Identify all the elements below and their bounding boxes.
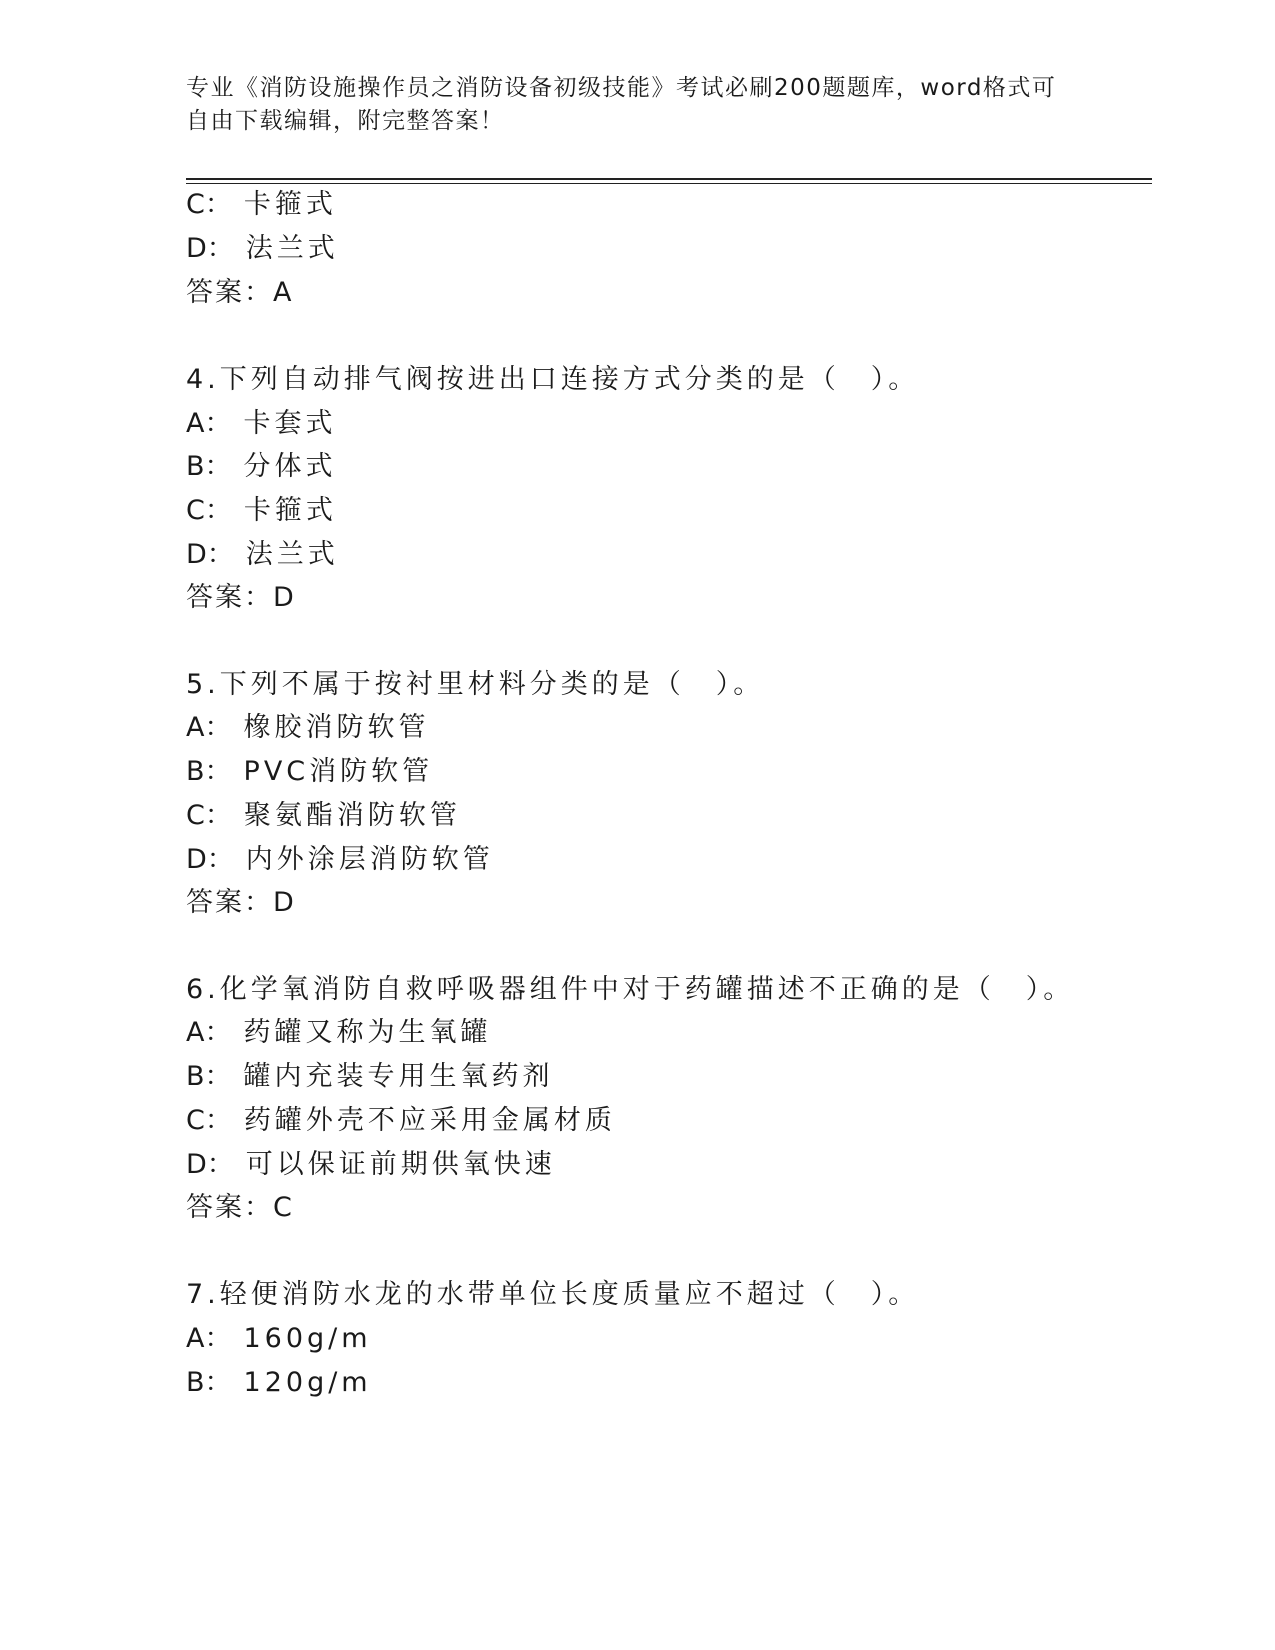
header-title-line-1: 专业《消防设施操作员之消防设备初级技能》考试必刷200题题库，word格式可 — [186, 75, 1057, 101]
option-label: D： — [186, 1149, 234, 1180]
option-label: C： — [186, 800, 232, 831]
option-label: B： — [186, 756, 232, 787]
option-text: PVC消防软管 — [243, 756, 434, 787]
answer-option — [186, 538, 339, 572]
question-text: 7.轻便消防水龙的水带单位长度质量应不超过（ ）。 — [186, 1279, 920, 1310]
option-text: 橡胶消防软管 — [243, 712, 430, 743]
header-divider-thick — [186, 178, 1152, 180]
question-text: 5.下列不属于按衬里材料分类的是（ ）。 — [186, 669, 765, 700]
question-text: 4.下列自动排气阀按进出口连接方式分类的是（ ）。 — [186, 364, 920, 395]
header-divider-thin — [186, 183, 1152, 184]
option-label: A： — [186, 1017, 232, 1048]
question-text: 6.化学氧消防自救呼吸器组件中对于药罐描述不正确的是（ ）。 — [186, 974, 1075, 1005]
option-text: 罐内充装专用生氧药剂 — [243, 1061, 554, 1092]
document-header — [186, 72, 1066, 138]
option-text: 分体式 — [243, 451, 337, 482]
answer-option — [186, 188, 337, 222]
answer-option — [186, 1060, 554, 1094]
option-label: B： — [186, 451, 232, 482]
answer-option — [186, 799, 461, 833]
header-title-line-2: 自由下载编辑，附完整答案！ — [186, 108, 505, 134]
answer-option — [186, 407, 336, 441]
answer-option — [186, 1148, 556, 1182]
option-label: D： — [186, 539, 234, 570]
option-text: 120g/m — [243, 1367, 372, 1398]
answer-key: 答案：D — [186, 582, 296, 613]
option-text: 卡箍式 — [243, 189, 337, 220]
answer-key: 答案：C — [186, 1192, 294, 1223]
option-label: D： — [186, 233, 234, 264]
option-label: D： — [186, 844, 234, 875]
option-text: 法兰式 — [245, 233, 339, 264]
option-text: 聚氨酯消防软管 — [243, 800, 461, 831]
answer-option — [186, 843, 494, 877]
answer-option — [186, 494, 337, 528]
option-label: A： — [186, 712, 232, 743]
answer-option — [186, 755, 433, 789]
option-label: C： — [186, 1105, 232, 1136]
option-text: 160g/m — [243, 1323, 372, 1354]
answer-key: 答案：A — [186, 277, 294, 308]
answer-option — [186, 711, 429, 745]
option-label: B： — [186, 1061, 232, 1092]
option-label: C： — [186, 189, 232, 220]
answer-key: 答案：D — [186, 887, 296, 918]
option-label: C： — [186, 495, 232, 526]
answer-option — [186, 232, 339, 266]
answer-option — [186, 1104, 616, 1138]
option-text: 药罐又称为生氧罐 — [243, 1017, 492, 1048]
option-label: A： — [186, 408, 232, 439]
answer-option — [186, 1322, 372, 1356]
answer-option — [186, 1016, 491, 1050]
answer-option — [186, 450, 337, 484]
option-text: 法兰式 — [245, 539, 339, 570]
option-label: B： — [186, 1367, 232, 1398]
option-text: 可以保证前期供氧快速 — [245, 1149, 556, 1180]
option-text: 内外涂层消防软管 — [245, 844, 494, 875]
option-text: 卡套式 — [243, 408, 337, 439]
option-label: A： — [186, 1323, 232, 1354]
option-text: 药罐外壳不应采用金属材质 — [243, 1105, 616, 1136]
option-text: 卡箍式 — [243, 495, 337, 526]
answer-option — [186, 1366, 372, 1400]
